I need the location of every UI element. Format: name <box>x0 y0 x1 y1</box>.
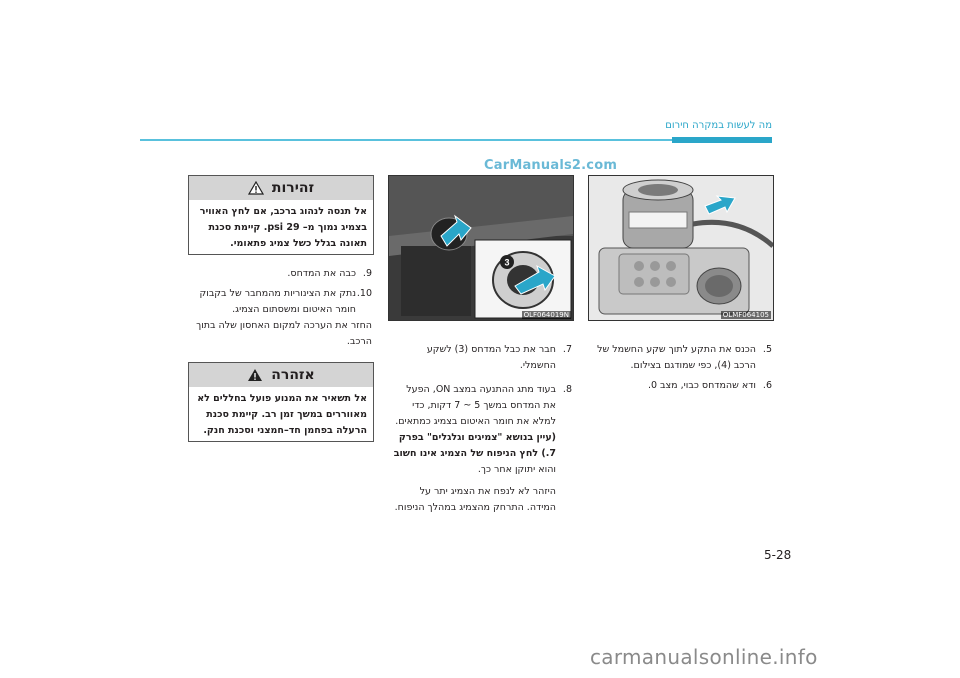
step-line: והוא יתוקן אחר כך. <box>477 464 556 475</box>
page-number: 5-28 <box>764 548 792 562</box>
caution-line: אל תשאיר את המנוע פועל בחללים לא <box>197 393 367 404</box>
step-line: את המדחס במשך 5 ~ 7 דקות, כדי <box>412 400 556 411</box>
step-number: 5. <box>762 344 772 355</box>
step-line: חומר האיטום ומשסתום הצמיג. <box>232 304 356 315</box>
step-number: 6. <box>762 380 772 391</box>
steps-middle <box>388 342 572 516</box>
warning-box-body <box>189 200 373 258</box>
step-number: 10. <box>356 288 372 299</box>
warning-line: תאונה בגלל כשל צמיג פתאומי. <box>230 238 367 249</box>
warning-triangle-icon <box>248 181 264 195</box>
photo-code: OLMF064105 <box>722 311 769 319</box>
step-10-note <box>188 318 372 350</box>
step-line: הכנס את התקע לתוך שקע החשמל של <box>597 344 756 355</box>
warning-box-header <box>189 176 373 200</box>
step-line: למלא את חומר האיטום בצמיג כמתאים. <box>395 416 556 427</box>
caution-triangle-icon <box>247 368 263 382</box>
step-line: הרכב (4), כפי שמודגם בצילום. <box>630 360 756 371</box>
warning-line: בצמיג נמוך מ– 29 psi. קיימת סכנת <box>208 222 367 233</box>
step-line: נתק את הצינוריות מהמחבר של בקבוק <box>199 288 356 299</box>
step-line-bold: (עיין בנושא "צמיגים וגלגלים" בפרק <box>398 432 556 443</box>
step-line: חבר את כבל המדחס (3) לשקע <box>426 344 556 355</box>
photo-power-outlet <box>388 175 574 321</box>
header-title: מה לעשות במקרה חירום <box>665 120 772 131</box>
steps-left <box>188 266 372 350</box>
step-line: בעוד מתג ההתנעה במצב ON, הפעל <box>406 384 556 395</box>
warning-line: אל תנסה לנהוג ברכב, אם לחץ האוויר <box>199 206 367 217</box>
caution-box <box>188 362 374 442</box>
caution-box-body <box>189 387 373 445</box>
watermark-bottom[interactable]: carmanualsonline.info <box>590 645 818 669</box>
caution-line: מאווררים במשך זמן רב. קיימת סכנת <box>206 409 367 420</box>
caution-line: הרעלה בפחמן חד–חמצני וסכנת חנק. <box>203 425 367 436</box>
warning-box-title: זהירות <box>271 180 315 196</box>
step-8-note <box>388 484 572 516</box>
step-7 <box>388 342 572 374</box>
header-tab <box>672 137 772 143</box>
step-5 <box>588 342 772 374</box>
step-line: כבה את המדחס. <box>287 268 356 279</box>
step-6 <box>588 378 772 394</box>
caution-box-header <box>189 363 373 387</box>
step-line-bold: 7.) לחץ הניפוח של הצמיג אינו חשוב <box>393 448 556 459</box>
step-number: 8. <box>562 384 572 395</box>
step-8 <box>388 382 572 478</box>
photo-compressor <box>588 175 774 321</box>
steps-right <box>588 342 772 394</box>
step-line: החשמלי. <box>519 360 556 371</box>
step-10 <box>188 286 372 318</box>
step-line: החזר את הערכה למקום האחסון שלה בתוך <box>196 320 372 331</box>
step-line: היזהר לא לנפח את הצמיג יתר על <box>419 486 556 497</box>
photo-callout: 3 <box>504 257 510 268</box>
watermark-top[interactable]: CarManuals2.com <box>484 158 618 173</box>
caution-box-title: אזהרה <box>271 367 315 383</box>
step-line: הרכב. <box>346 336 372 347</box>
step-number: 9. <box>362 268 372 279</box>
warning-box <box>188 175 374 255</box>
photo-code: OLF064019N <box>523 311 569 319</box>
step-number: 7. <box>562 344 572 355</box>
step-9 <box>188 266 372 282</box>
step-line: המידה. התרחק מהצמיג במהלך הניפוח. <box>394 502 556 513</box>
step-line: ודא שהמדחס כבוי, מצב 0. <box>647 380 756 391</box>
